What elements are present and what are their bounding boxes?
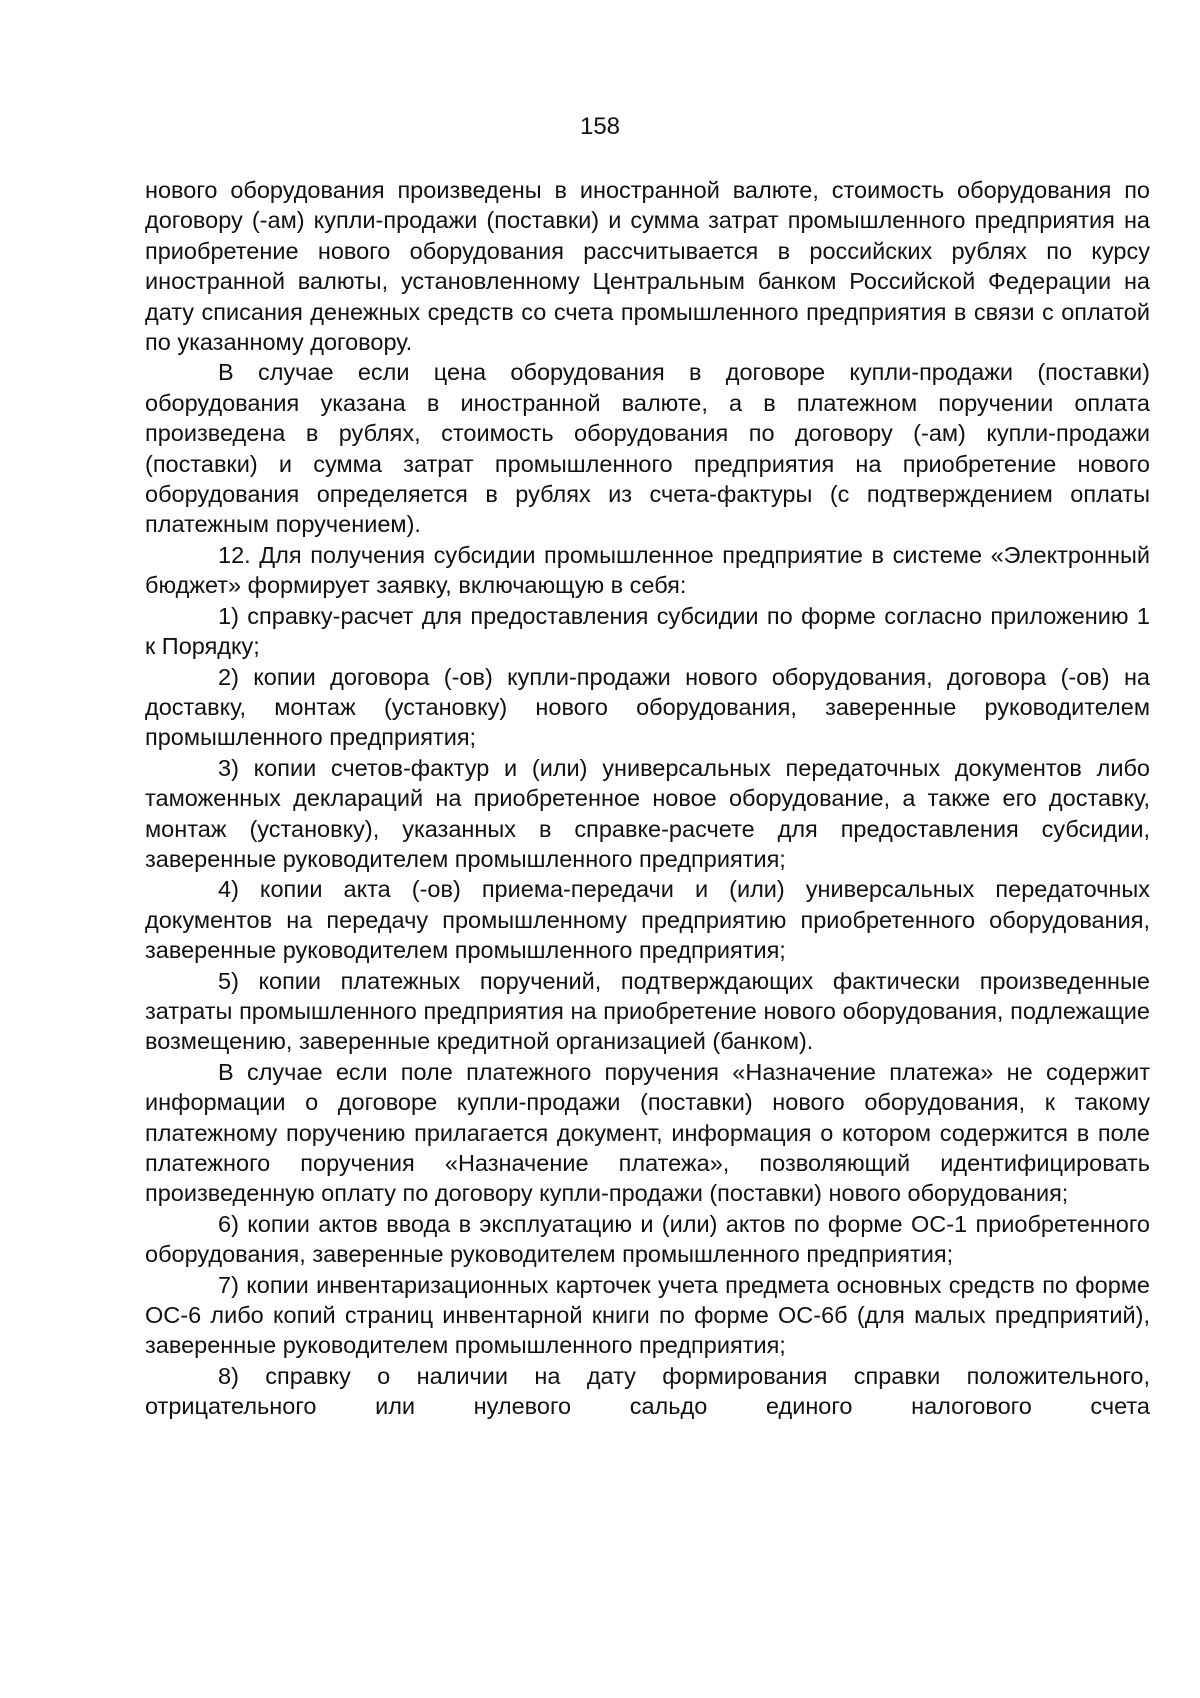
list-item-3: 3) копии счетов-фактур и (или) универсальных передаточных документов либо таможенных деклараций на приобретенное новое оборудование, а также его доставку, монтаж (установку), указанных в справке-расчете для предоставления субсидии, заверенные руководителем промышленного предприятия;: [145, 754, 1150, 872]
list-item-8: 8) справку о наличии на дату формирования справки положительного, отрицательного или нулевого сальдо единого налогового счета: [145, 1362, 1150, 1420]
list-item-1: 1) справку-расчет для предоставления субсидии по форме согласно приложению 1 к Порядку;: [145, 602, 1150, 660]
document-body: [145, 175, 1150, 1422]
list-item-6: 6) копии актов ввода в эксплуатацию и (или) актов по форме ОС-1 приобретенного оборудования, заверенные руководителем промышленного предприятия;: [145, 1210, 1150, 1268]
list-item-7: 7) копии инвентаризационных карточек учета предмета основных средств по форме ОС-6 либо копий страниц инвентарной книги по форме ОС-6б (для малых предприятий), заверенные руководителем промышленного предприятия;: [145, 1271, 1150, 1359]
list-item-4: 4) копии акта (-ов) приема-передачи и (или) универсальных передаточных документов на передачу промышленному предприятию приобретенного оборудования, заверенные руководителем промышленного предприятия;: [145, 876, 1150, 964]
paragraph-continuation: нового оборудования произведены в иностранной валюте, стоимость оборудования по договору (-ам) купли-продажи (поставки) и сумма затрат промышленного предприятия на приобретение нового оборудования рассчитывается в российских рублях по курсу иностранной валюты, установленному Центральным банком Российской Федерации на дату списания денежных средств со счета промышленного предприятия в связи с оплатой по указанному договору.: [145, 177, 1150, 356]
paragraph-foreign-currency: В случае если цена оборудования в договоре купли-продажи (поставки) оборудования указана в иностранной валюте, а в платежном поручении оплата произведена в рублях, стоимость оборудования по договору (-ам) купли-продажи (поставки) и сумма затрат промышленного предприятия на приобретение нового оборудования определяется в рублях из счета-фактуры (с подтверждением оплаты платежным поручением).: [145, 359, 1150, 538]
list-item-2: 2) копии договора (-ов) купли-продажи нового оборудования, договора (-ов) на доставку, монтаж (установку) нового оборудования, заверенные руководителем промышленного предприятия;: [145, 663, 1150, 751]
paragraph-item-12: 12. Для получения субсидии промышленное предприятие в системе «Электронный бюджет» формирует заявку, включающую в себя:: [145, 541, 1150, 599]
list-item-5: 5) копии платежных поручений, подтверждающих фактически произведенные затраты промышленного предприятия на приобретение нового оборудования, подлежащие возмещению, заверенные кредитной организацией (банком).: [145, 967, 1150, 1055]
page-number: 158: [579, 113, 621, 140]
paragraph-payment-purpose: В случае если поле платежного поручения «Назначение платежа» не содержит информации о договоре купли-продажи (поставки) нового оборудования, к такому платежному поручению прилагается документ, информация о котором содержится в поле платежного поручения «Назначение платежа», позволяющий идентифицировать произведенную оплату по договору купли-продажи (поставки) нового оборудования;: [145, 1058, 1150, 1207]
